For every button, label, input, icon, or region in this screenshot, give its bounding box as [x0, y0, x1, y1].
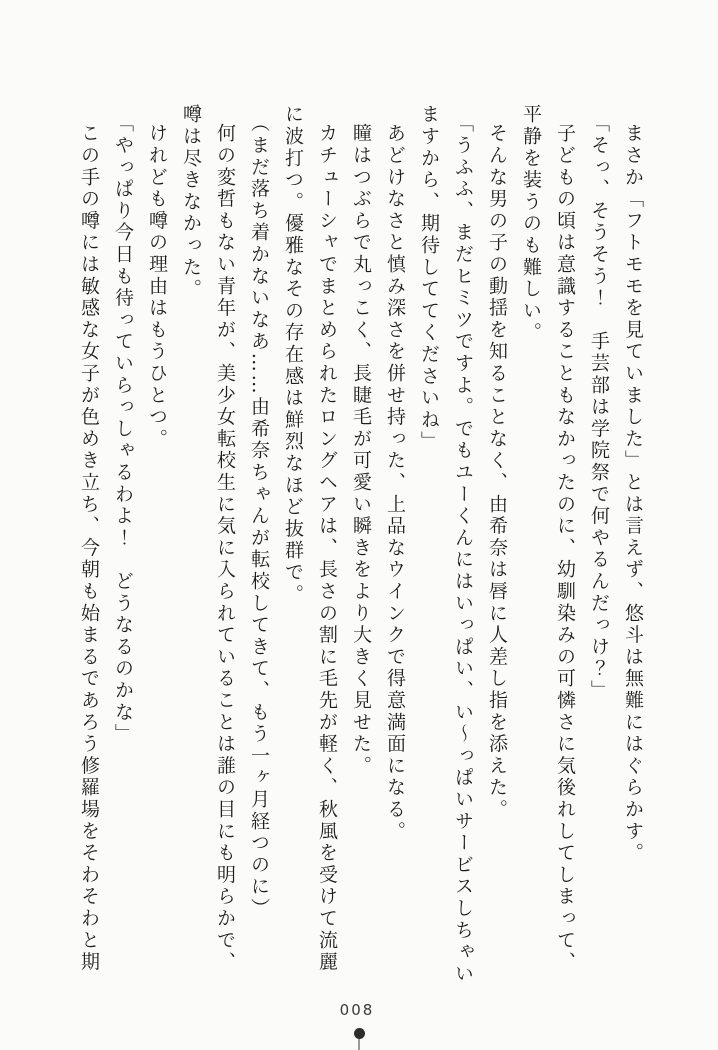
- text-column: そんな男の子の動揺を知ることなく、由希奈は唇に人差し指を添えた。: [486, 123, 508, 821]
- text-column-dialogue: 「うふふ、まだヒミツですよ。でもユーくんにはいっぱい、い〜っぱいサービスしちゃい: [452, 112, 474, 985]
- text-column-thought: （まだ落ち着かないなあ……由希奈ちゃんが転校してきて、もう一ヶ月経つのに）: [248, 112, 270, 920]
- text-column: この手の噂には敏感な女子が色めき立ち、今朝も始まるであろう修羅場をそわそわと期: [78, 123, 100, 974]
- page-number: 008: [339, 1001, 375, 1019]
- text-column: あどけなさと慎み深さを併せ持った、上品なウインクで得意満面になる。: [384, 123, 406, 843]
- novel-text-block: [72, 104, 650, 986]
- text-column: 瞳はつぶらで丸っこく、長睫毛が可愛い瞬きをより大きく見せた。: [350, 123, 372, 777]
- binding-dot-icon: [354, 1028, 365, 1039]
- text-column: まさか「フトモモを見ていました」とは言えず、悠斗は無難にはぐらかす。: [622, 123, 644, 865]
- text-column-dialogue: 「そっ、そうそう！ 手芸部は学院祭で何やるんだっけ？」: [588, 112, 610, 702]
- text-column: 噂は尽きなかった。: [180, 104, 202, 301]
- text-column: 子どもの頃は意識することもなかったのに、幼馴染みの可憐さに気後れしてしまって、: [554, 123, 576, 974]
- page-footer: [0, 980, 718, 1050]
- text-column: カチューシャでまとめられたロングヘアは、長さの割に毛先が軽く、秋風を受けて流麗: [316, 123, 338, 974]
- text-column: に波打つ。優雅なその存在感は鮮烈なほど抜群で。: [282, 104, 304, 606]
- text-column-dialogue: 「やっぱり今日も待っていらっしゃるわよ！ どうなるのかな」: [112, 112, 134, 745]
- text-column: 平静を装うのも難しい。: [520, 104, 542, 344]
- text-column: 何の変哲もない青年が、美少女転校生に気に入られていることは誰の目にも明らかで、: [214, 123, 236, 974]
- text-column: けれども噂の理由はもうひとつ。: [146, 123, 168, 450]
- text-column-dialogue: ますから、期待しててくださいね」: [418, 104, 440, 453]
